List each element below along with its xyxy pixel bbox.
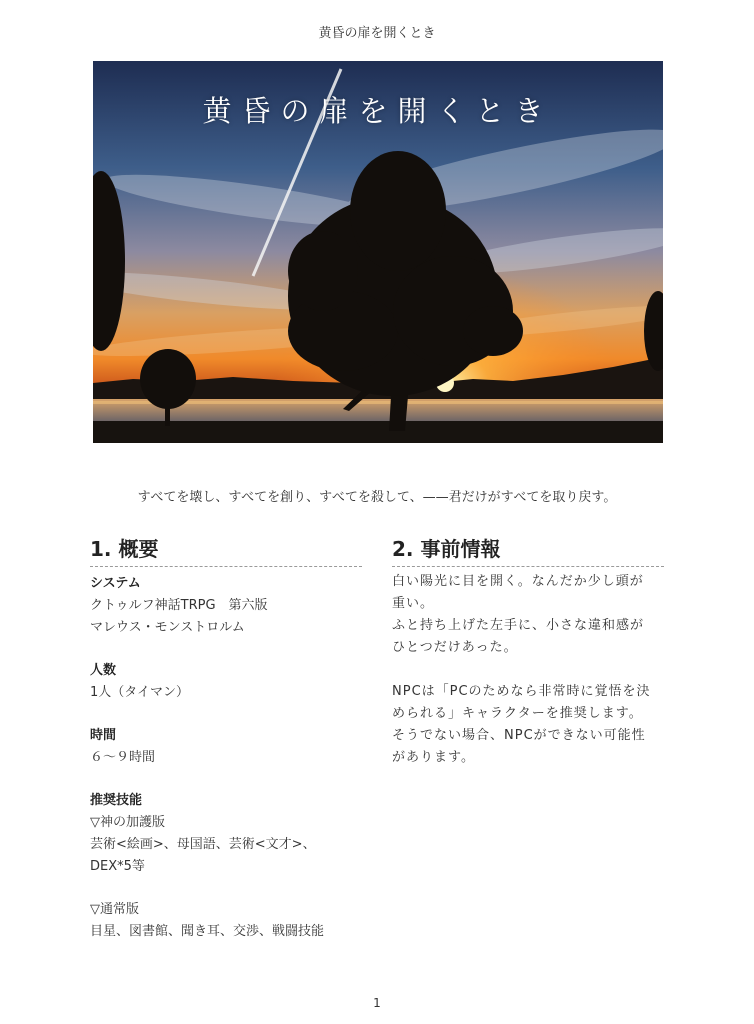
skills-item [90,790,362,943]
npc-note-line: があります。 [392,750,475,765]
preinfo-line: 重い。 [392,596,435,611]
page-header-title: 黄昏の扉を開くとき [318,26,436,41]
players-item [90,660,362,704]
system-label: システム [90,576,141,591]
npc-note-paragraph [392,681,664,769]
system-line: クトゥルフ神話TRPG 第六版 [90,598,268,613]
players-label: 人数 [90,663,117,678]
hero-title: 黄昏の扉を開くとき [202,94,554,128]
overview-heading: 1. 概要 [90,533,362,567]
skills-line: ▽神の加護版 [90,815,165,830]
overview-section [90,533,362,943]
time-value: ６〜９時間 [90,750,156,765]
skills-line: 目星、図書館、聞き耳、交渉、戦闘技能 [90,924,325,939]
preinfo-line: 白い陽光に目を開く。なんだか少し頭が [392,574,644,589]
preinfo-section [392,533,664,769]
time-label: 時間 [90,728,117,743]
preinfo-heading: 2. 事前情報 [392,533,664,567]
skills-line: 芸術<絵画>、母国語、芸術<文才>、 [90,837,316,852]
npc-note-line: められる」キャラクターを推奨します。 [392,706,643,721]
system-line: マレウス・モンストロルム [90,620,245,635]
skills-line: DEX*5等 [90,859,145,874]
players-value: 1人（タイマン） [90,685,190,700]
preinfo-paragraph [392,571,664,659]
preinfo-line: ふと持ち上げた左手に、小さな違和感が [392,618,645,633]
tagline: すべてを壊し、すべてを創り、すべてを殺して、——君だけがすべてを取り戻す。 [137,490,617,505]
npc-note-line: NPCは「PCのためなら非常時に覚悟を決 [392,684,651,699]
skills-line: ▽通常版 [90,902,139,917]
time-item [90,725,362,769]
preinfo-line: ひとつだけあった。 [392,640,518,655]
hero-image [93,61,663,443]
skills-label: 推奨技能 [90,793,143,808]
system-item [90,573,362,639]
npc-note-line: そうでない場合、NPCができない可能性 [392,728,646,743]
page-number: 1 [373,996,381,1010]
